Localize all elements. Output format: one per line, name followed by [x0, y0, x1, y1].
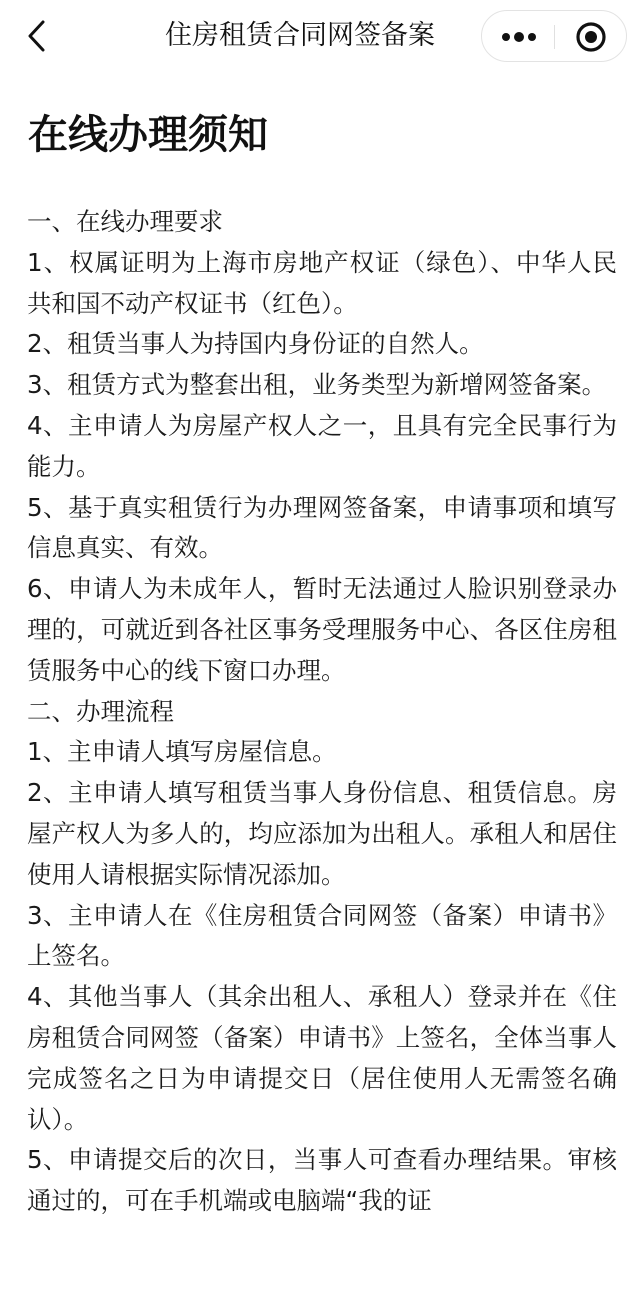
- notice-item: 5、基于真实租赁行为办理网签备案，申请事项和填写信息真实、有效。: [27, 492, 617, 563]
- notice-item: 3、主申请人在《住房租赁合同网签（备案）申请书》上签名。: [27, 900, 617, 971]
- chevron-left-icon: [25, 19, 47, 53]
- back-button[interactable]: [18, 16, 54, 56]
- more-dots-icon: [499, 31, 539, 43]
- more-button[interactable]: [490, 19, 548, 55]
- mini-program-capsule: [481, 10, 627, 62]
- notice-item: 4、主申请人为房屋产权人之一，且具有完全民事行为能力。: [27, 410, 617, 481]
- capsule-divider: [554, 25, 555, 49]
- navbar-title: 住房租赁合同网签备案: [165, 20, 435, 51]
- notice-item: 1、主申请人填写房屋信息。: [27, 737, 337, 767]
- page-title: 在线办理须知: [28, 112, 268, 158]
- notice-content: [27, 202, 617, 1222]
- notice-item: 2、主申请人填写租赁当事人身份信息、租赁信息。房屋产权人为多人的，均应添加为出租人。承租人和居住使用人请根据实际情况添加。: [27, 778, 617, 889]
- notice-item: 3、租赁方式为整套出租，业务类型为新增网签备案。: [27, 370, 607, 400]
- section-heading: 二、办理流程: [27, 696, 174, 726]
- notice-item: 1、权属证明为上海市房地产权证（绿色）、中华人民共和国不动产权证书（红色）。: [27, 247, 617, 318]
- section-heading: 一、在线办理要求: [27, 207, 223, 236]
- notice-item: 2、租赁当事人为持国内身份证的自然人。: [27, 329, 484, 359]
- close-button[interactable]: [562, 19, 620, 55]
- notice-item: 4、其他当事人（其余出租人、承租人）登录并在《住房租赁合同网签（备案）申请书》上签名，全体当事人完成签名之日为申请提交日（居住使用人无需签名确认）。: [27, 982, 617, 1134]
- notice-item: 6、申请人为未成年人，暂时无法通过人脸识别登录办理的，可就近到各社区事务受理服务中心、各区住房租赁服务中心的线下窗口办理。: [27, 574, 617, 685]
- target-close-icon: [574, 20, 608, 54]
- navigation-bar: [0, 0, 640, 72]
- notice-item: 5、申请提交后的次日，当事人可查看办理结果。审核通过的，可在手机端或电脑端“我的证: [27, 1145, 617, 1216]
